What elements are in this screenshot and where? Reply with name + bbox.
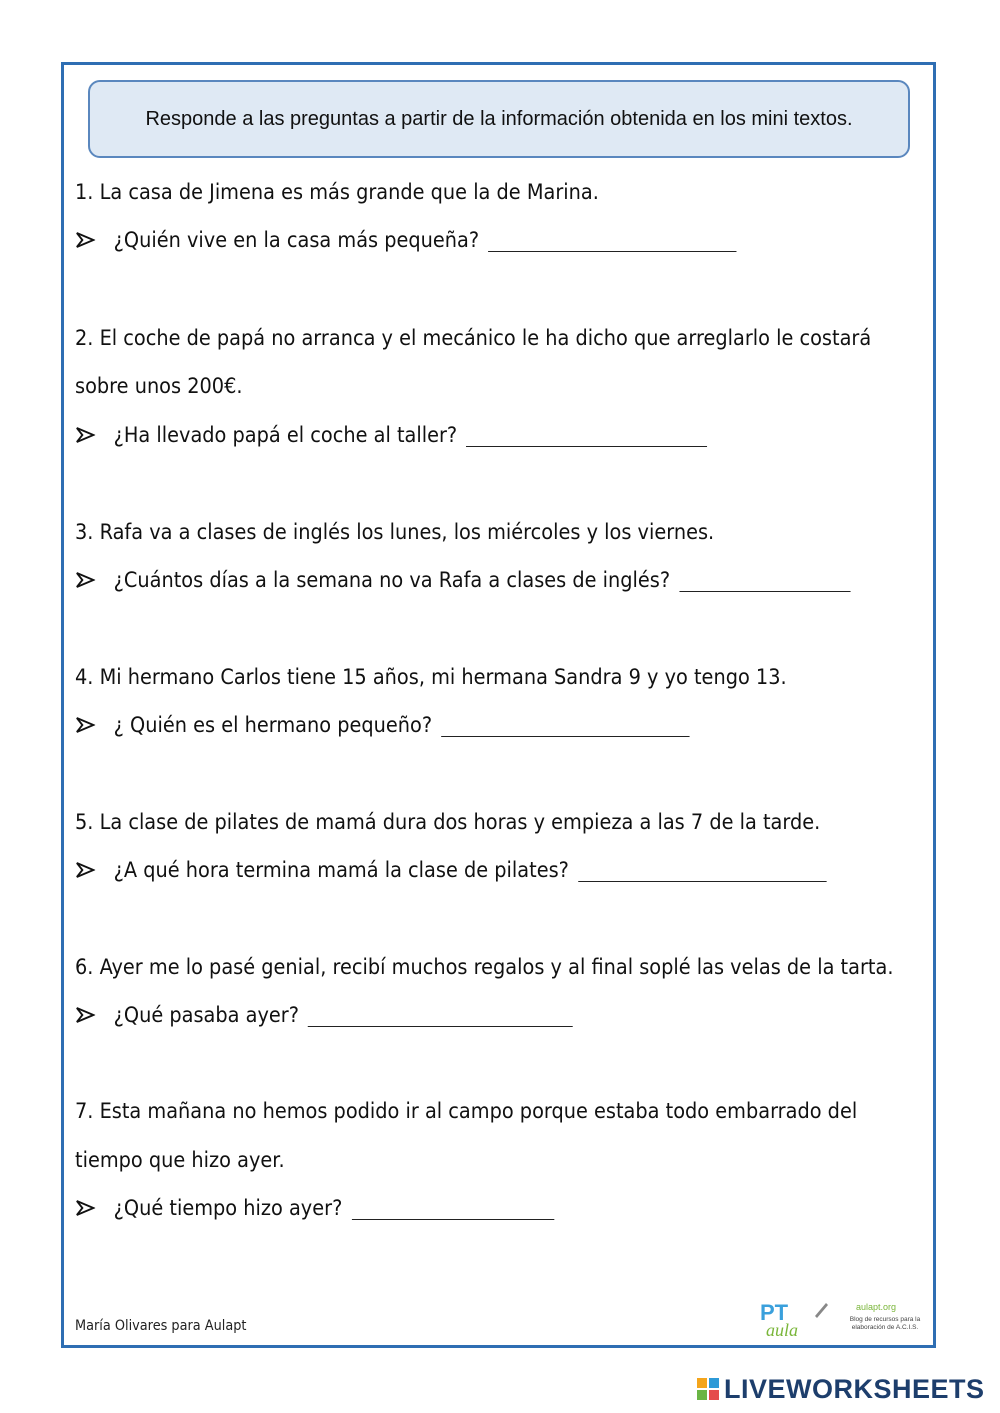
question-1 (75, 228, 737, 252)
arrow-bullet-icon (75, 861, 95, 879)
question-6 (75, 1003, 573, 1027)
question-6-text: ¿Qué pasaba ayer? (113, 1003, 299, 1027)
answer-blank-4[interactable] (441, 718, 689, 737)
statement-4: 4. Mi hermano Carlos tiene 15 años, mi hermana Sandra 9 y yo tengo 13. (75, 665, 787, 689)
statement-7-line-2: tiempo que hizo ayer. (75, 1148, 285, 1172)
logo-site: aulapt.org (856, 1302, 897, 1312)
brand-name: LIVEWORKSHEETS (724, 1373, 985, 1404)
logo-pt: PT (760, 1300, 789, 1325)
aulapt-logo (760, 1298, 932, 1346)
answer-blank-2[interactable] (466, 428, 707, 447)
statement-3: 3. Rafa va a clases de inglés los lunes, los miércoles y los viernes. (75, 520, 715, 544)
statement-7-line-1: 7. Esta mañana no hemos podido ir al campo porque estaba todo embarrado del (75, 1099, 858, 1123)
arrow-bullet-icon (75, 1006, 95, 1024)
liveworksheets-brand[interactable] (696, 1374, 985, 1404)
question-5-text: ¿A qué hora termina mamá la clase de pilates? (113, 858, 569, 882)
author-credit: María Olivares para Aulapt (75, 1318, 247, 1334)
answer-blank-6[interactable] (308, 1008, 573, 1027)
statement-1: 1. La casa de Jimena es más grande que la de Marina. (75, 180, 599, 204)
statement-6: 6. Ayer me lo pasé genial, recibí muchos regalos y al final soplé las velas de la tarta. (75, 955, 894, 979)
question-1-text: ¿Quién vive en la casa más pequeña? (113, 228, 480, 252)
question-4-text: ¿ Quién es el hermano pequeño? (113, 713, 433, 737)
answer-blank-7[interactable] (352, 1201, 554, 1220)
answer-blank-5[interactable] (578, 863, 826, 882)
statement-2-line-1: 2. El coche de papá no arranca y el mecánico le ha dicho que arreglarlo le costará (75, 326, 872, 350)
question-7 (75, 1196, 554, 1220)
arrow-bullet-icon (75, 716, 95, 734)
question-4 (75, 713, 690, 737)
logo-aula: aula (766, 1320, 799, 1340)
question-2-text: ¿Ha llevado papá el coche al taller? (113, 423, 458, 447)
statement-2-line-2: sobre unos 200€. (75, 374, 243, 398)
logo-description: Blog de recursos para la elaboración de A.C.I.S. (849, 1316, 921, 1331)
question-2 (75, 423, 707, 447)
statement-5: 5. La clase de pilates de mamá dura dos horas y empieza a las 7 de la tarde. (75, 810, 821, 834)
arrow-bullet-icon (75, 231, 95, 249)
arrow-bullet-icon (75, 426, 95, 444)
answer-blank-3[interactable] (679, 573, 850, 592)
instruction-box (88, 80, 910, 158)
liveworksheets-logo-icon (696, 1377, 720, 1401)
instruction-text: Responde a las preguntas a partir de la información obtenida en los mini textos. (145, 107, 853, 130)
pencil-icon (812, 1300, 830, 1318)
question-5 (75, 858, 826, 882)
arrow-bullet-icon (75, 571, 95, 589)
answer-blank-1[interactable] (488, 233, 736, 252)
question-3-text: ¿Cuántos días a la semana no va Rafa a clases de inglés? (113, 568, 671, 592)
question-7-text: ¿Qué tiempo hizo ayer? (113, 1196, 343, 1220)
arrow-bullet-icon (75, 1199, 95, 1217)
question-3 (75, 568, 850, 592)
